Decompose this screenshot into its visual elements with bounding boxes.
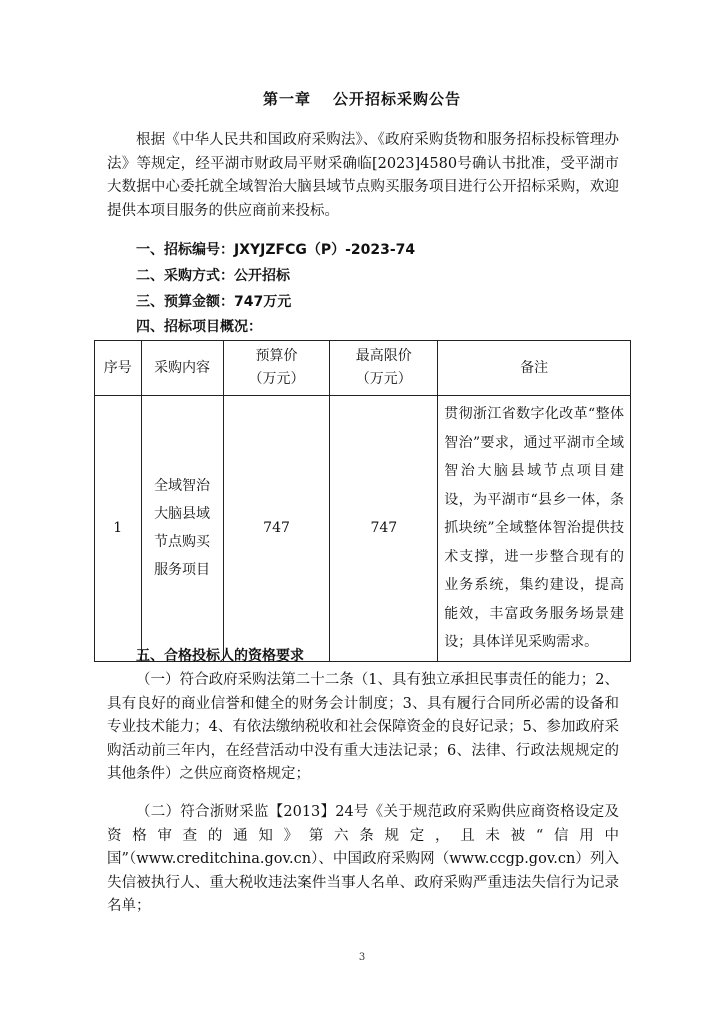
header-content: 采购内容 xyxy=(141,341,223,396)
requirement-2: （二）符合浙财采监【2013】24号《关于规范政府采购供应商资格设定及资格审查的通知》第六条规定，且未被“信用中国”（www.creditchina.gov.cn）、中国政府采购网（www.ccgp.gov.cn）列入失信被执行人、重大税收违法案件当事人名单、政府采购严重违法失信行为记录名单； xyxy=(107,804,619,914)
chapter-name: 公开招标采购公告 xyxy=(333,90,462,108)
table-row xyxy=(95,396,631,662)
chapter-title xyxy=(0,88,724,109)
intro-paragraph: 根据《中华人民共和国政府采购法》、《政府采购货物和服务招标投标管理办法》等规定，经平湖市财政局平财采确临[2023]4580号确认书批准，受平湖市大数据中心委托就全域智治大脑县域节点购买服务项目进行公开招标采购，欢迎提供本项目服务的供应商前来投标。 xyxy=(107,132,619,219)
header-max-line1: 最高限价 xyxy=(355,348,412,364)
header-budget-line2: （万元） xyxy=(248,371,305,387)
section-tender-number: 一、招标编号：JXYJZFCG（P）-2023-74 xyxy=(136,242,416,258)
row-content: 全域智治大脑县域节点购买服务项目 xyxy=(141,396,223,662)
requirement-1: （一）符合政府采购法第二十二条（1、具有独立承担民事责任的能力；2、具有良好的商业信誉和健全的财务会计制度；3、具有履行合同所必需的设备和专业技术能力；4、有依法缴纳税收和社会保障资金的良好记录；5、参加政府采购活动前三年内，在经营活动中没有重大违法记录；6、法律、行政法规规定的其他条件）之供应商资格规定； xyxy=(107,672,619,782)
section-procurement-method: 二、采购方式：公开招标 xyxy=(136,268,290,284)
header-budget-line1: 预算价 xyxy=(255,348,298,364)
header-max-line2: （万元） xyxy=(355,371,412,387)
header-note: 备注 xyxy=(438,341,631,396)
header-max-price xyxy=(330,341,438,396)
row-seq: 1 xyxy=(95,396,142,662)
chapter-number: 第一章 xyxy=(262,90,311,108)
row-max-price: 747 xyxy=(330,396,438,662)
table-header-row xyxy=(95,341,631,396)
page-number: 3 xyxy=(358,952,366,963)
section-budget: 三、预算金额：747万元 xyxy=(136,294,292,310)
row-budget: 747 xyxy=(223,396,330,662)
section-project-overview: 四、招标项目概况： xyxy=(136,319,262,335)
section-qualifications: 五、合格投标人的资格要求 xyxy=(136,648,304,664)
header-seq: 序号 xyxy=(95,341,142,396)
header-budget xyxy=(223,341,330,396)
project-table xyxy=(94,340,631,662)
row-note: 贯彻浙江省数字化改革“整体智治”要求，通过平湖市全域智治大脑县域节点项目建设，为平湖市“县乡一体，条抓块统”全域整体智治提供技术支撑，进一步整合现有的业务系统，集约建设，提高能效，丰富政务服务场景建设；具体详见采购需求。 xyxy=(438,396,631,662)
